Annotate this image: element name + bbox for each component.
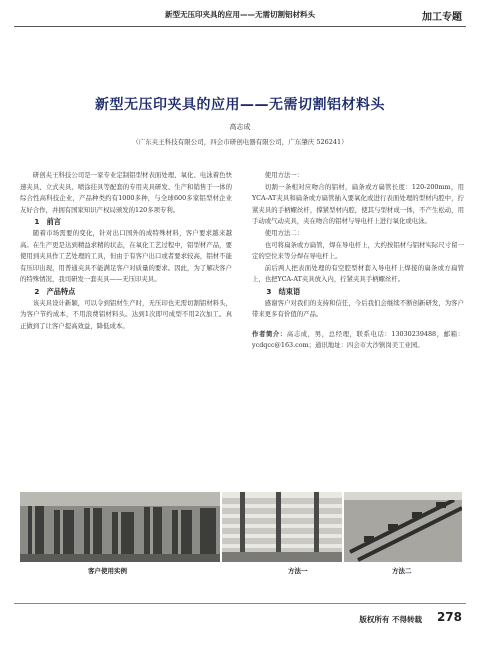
author-bio: [252, 329, 464, 352]
method-2-label: 使用方法二：: [264, 228, 304, 237]
running-title: 新型无压印夹具的应用——无需切割铝材料头: [165, 10, 315, 19]
photo-method-2: [344, 492, 462, 562]
method-2-paragraph-a: 也可将扁条或方扁管，焊在导电杆上，大约按铝材与铝材实际尺寸留一定的空位来等分焊在导电杆上。: [252, 240, 464, 261]
photo-method-2-image: [344, 492, 462, 562]
figure-caption-method-1: 方法一: [288, 567, 308, 575]
section-1-heading: 1 前言: [34, 217, 61, 227]
section-1-paragraph: 随着市场需要的变化，针对出口国外的成特殊材料，客户要求越来越高。在生产更是达到精益求精的状态，在氧化工艺过程中，铝型材产品，要使用到夹具作工艺处理的工具，但由于有客户出口或者要求较高，铝材不能有压印出现，用普通夹具不能满足客户对质量的要求。因此，为了解决客户的特殊情况，我司研发一套夹具——无压印夹具。: [20, 228, 232, 284]
bio-text: 高志成，男，总经理，联系电话：13030239488，邮箱：ycdqcc@163.com；通讯地址：四会市大沙镇岗美工业园。: [252, 329, 465, 350]
photo-method-1: [222, 492, 342, 562]
section-2-heading: 2 产品特点: [34, 286, 76, 296]
photo-customer-example: [20, 492, 220, 562]
method-1-label: 使用方法一：: [264, 171, 304, 179]
figure-caption-method-2: 方法二: [392, 567, 412, 575]
photo-method-1-image: [222, 492, 342, 562]
section-3-heading: 3 结束语: [266, 286, 301, 296]
page-header: [0, 0, 480, 40]
section-tag: 加工专题: [422, 12, 462, 23]
figure-caption-customer-example: 客户使用实例: [88, 567, 127, 575]
copyright-notice: 版权所有 不得转载: [359, 615, 422, 624]
photo-customer-example-image: [20, 492, 220, 562]
section-2-paragraph: 该夹具设计新颖，可以令到铝材生产时，无压印也无需切割铝材料头，为客户节约成本，不用浪费铝材料头。达到1次即可成型不用2次加工。真正做到了让客户提高效益，降低成本。: [20, 298, 232, 330]
bio-label: 作者简介：: [252, 329, 287, 338]
header-divider: [14, 26, 466, 27]
right-column: [252, 170, 464, 352]
method-2-paragraph-b: 前后两人把表面处理的有空腔型材套入导电杆上焊接的扁条或方扁管上，也把YCA-AT夹具放入内，拧紧夹具手柄螺丝杆。: [252, 263, 464, 284]
article-affiliation: （广东夹王科技有限公司，四会市研创电器有限公司，广东肇庆 526241）: [132, 138, 348, 146]
left-column: [20, 170, 232, 332]
footer-divider: [14, 603, 466, 604]
article-title: 新型无压印夹具的应用——无需切割铝材料头: [95, 97, 385, 113]
section-3-paragraph: 感谢客户对我们的支持和信任，今后我们会继续不断创新研发，为客户带来更多有价值的产品。: [252, 298, 464, 319]
photo-strip: [20, 492, 462, 562]
article-author: 高志成: [229, 123, 251, 131]
intro-paragraph: 研创夹王科技公司是一家专业定制铝型材表面处理、氧化、电泳着色快速夹具、立式夹具、喷涂挂具等配套的专用夹具研发、生产和销售于一体的综合性高科技企业，产品种类约有1000多种，与全球600多家铝型材企业友好合作，并拥有国家知识产权局颁发的120多项专利。: [20, 171, 232, 214]
method-1-paragraph: 切割一条相对应吻合的铝材，扁条或方扁管长度：120-200mm，用YCA-AT夹具和扁条或方扁管插入要氧化或进行表面处理的型材内腔中，拧紧夹具的手柄螺丝杆，撑紧型材内腔，使其与型材成一体，不产生松动，用手动或气动夹具，夹在吻合的铝材与导电杆上进行氧化或电泳。: [252, 182, 464, 226]
page-number: 278: [436, 610, 462, 624]
